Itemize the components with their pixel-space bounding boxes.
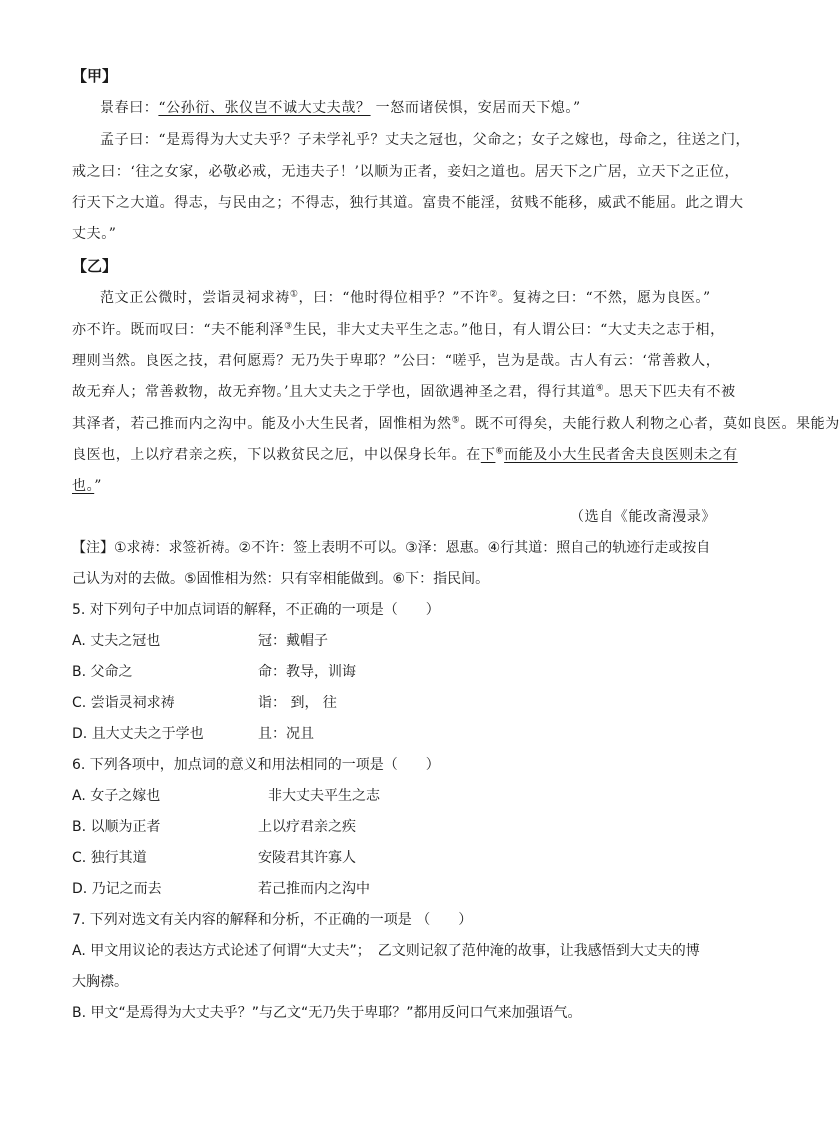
q5-b-sentence: 父命之: [90, 664, 133, 680]
yi-line-3: 理则当然。良医之技，君何愿焉？无乃失于卑耶？”公曰：“嗟乎，岂为是哉。古人有云：‘常善救人，: [72, 353, 721, 369]
q6-b-label: B.: [72, 819, 87, 835]
yi-l1-a: 范文正公微时，尝诣灵祠求祷: [100, 290, 290, 306]
q7-option-b[interactable]: B. 甲文“是焉得为大丈夫乎？”与乙文“无乃失于卑耶？”都用反问口气来加强语气。: [72, 1005, 582, 1021]
q5-option-c[interactable]: [72, 693, 722, 713]
note-marker-1: ①: [289, 289, 299, 300]
note-marker-2: ②: [489, 289, 498, 300]
yi-l5-a: 其泽者，若己推而内之沟中。能及小大生民者，固惟相为然: [72, 416, 452, 432]
q6-option-a[interactable]: [72, 786, 722, 806]
q5-c-label: C.: [72, 695, 87, 711]
yi-l4-a: 故无弃人；常善救物，故无弃物。’且大丈夫之于学也，固欲遇神圣之君，得行其道: [72, 384, 596, 400]
q6-stem: 6. 下列各项中，加点词的意义和用法相同的一项是（ ）: [72, 757, 440, 773]
yi-l7-rest: ”: [94, 478, 102, 494]
yi-l2-a: 亦不许。既而叹曰：“夫不能利泽: [72, 322, 285, 338]
jia-paragraph-1: [100, 98, 581, 118]
yi-l6-underlined-1: 下: [480, 447, 496, 463]
jia-p2-line-2: 戒之曰：‘往之女家，必敬必戒，无违夫子！’以顺为正者，妾妇之道也。居天下之广居，立天下之正位，: [72, 164, 740, 180]
yi-line-6: [72, 445, 738, 465]
jia-p1-underlined: “公孙衍、张仪岂不诚大丈夫哉？: [158, 100, 371, 116]
q7-option-a-line-1[interactable]: A. 甲文用议论的表达方式论述了何谓“大丈夫”； 乙文则记叙了范仲淹的故事，让我感悟到大丈夫的博: [72, 943, 700, 959]
q6-option-b[interactable]: [72, 817, 722, 837]
yi-l4-b: 。思天下匹夫有不被: [604, 384, 736, 400]
q5-option-a[interactable]: [72, 631, 722, 651]
yi-l1-c: 。复祷之曰：“不然，愿为良医。”: [497, 290, 711, 306]
q6-option-c[interactable]: [72, 848, 722, 868]
notes-line-1: 【注】①求祷：求签祈祷。②不许：签上表明不可以。③泽：恩惠。④行其道：照自己的轨迹行走或按自: [72, 540, 711, 556]
q5-option-b[interactable]: [72, 662, 722, 682]
q6-c-right: 安陵君其许寡人: [258, 850, 356, 866]
notes-line-2: 己认为对的去做。⑤固惟相为然：只有宰相能做到。⑥下：指民间。: [72, 571, 490, 587]
jia-p2-line-3: 行天下之大道。得志，与民由之；不得志，独行其道。富贵不能淫，贫贱不能移，威武不能屈。此之谓大: [72, 195, 744, 211]
yi-l6-a: 良医也，上以疗君亲之疾，下以救贫民之厄，中以保身长年。在: [72, 447, 481, 463]
yi-l6-underlined-2: 而能及小大生民者舍夫良医则未之有: [504, 447, 738, 463]
yi-l7-underlined: 也。: [72, 478, 95, 494]
q5-option-d[interactable]: [72, 724, 722, 744]
q7-stem: 7. 下列对选文有关内容的解释和分析，不正确的一项是 （ ）: [72, 912, 473, 928]
q5-stem: 5. 对下列句子中加点词语的解释，不正确的一项是（ ）: [72, 602, 440, 618]
yi-line-4: [72, 382, 736, 402]
jia-p1-speaker: 景春曰：: [100, 100, 159, 116]
jia-p2-line-1: 孟子曰：“是焉得为大丈夫乎？子未学礼乎？丈夫之冠也，父命之；女子之嫁也，母命之，往送之门，: [100, 132, 751, 148]
q6-d-left: 乃记之而去: [91, 881, 162, 897]
q5-b-label: B.: [72, 664, 87, 680]
q5-a-label: A.: [72, 633, 86, 649]
q6-a-right: 非大丈夫平生之志: [268, 788, 380, 804]
yi-l2-b: 生民，非大丈夫平生之志。”他日，有人谓公曰：“大丈夫之志于相，: [292, 322, 725, 338]
q6-option-d[interactable]: [72, 879, 722, 899]
q6-d-label: D.: [72, 881, 88, 897]
q5-c-gloss: 诣： 到， 往: [258, 695, 337, 711]
q6-a-label: A.: [72, 788, 86, 804]
note-marker-5: ⑤: [451, 415, 461, 426]
note-marker-6: ⑥: [495, 446, 505, 457]
q6-a-left: 女子之嫁也: [90, 788, 161, 804]
yi-line-7: [72, 476, 102, 496]
q5-a-sentence: 丈夫之冠也: [90, 633, 161, 649]
yi-heading: 【乙】: [72, 257, 118, 275]
q5-d-label: D.: [72, 726, 88, 742]
jia-p2-line-4: 丈夫。”: [72, 226, 117, 242]
yi-line-1: [100, 288, 711, 308]
q6-d-right: 若己推而内之沟中: [258, 881, 370, 897]
q6-c-label: C.: [72, 850, 87, 866]
q6-b-left: 以顺为正者: [90, 819, 161, 835]
q5-b-gloss: 命：教导，训诲: [258, 664, 356, 680]
q5-d-gloss: 且：况且: [258, 726, 314, 742]
jia-p1-rest: 一怒而诸侯惧，安居而天下熄。”: [370, 100, 581, 116]
source-citation: （选自《能改斋漫录》: [570, 509, 716, 525]
q5-a-gloss: 冠：戴帽子: [258, 633, 328, 649]
q7-option-a-line-2: 大胸襟。: [72, 974, 128, 990]
yi-l1-b: ，曰：“他时得位相乎？”不许: [298, 290, 490, 306]
yi-line-5: [72, 414, 840, 434]
note-marker-3: ③: [284, 321, 293, 332]
q5-d-sentence: 且大丈夫之于学也: [91, 726, 204, 742]
jia-heading: 【甲】: [72, 67, 118, 85]
q6-c-left: 独行其道: [90, 850, 147, 866]
note-marker-4: ④: [595, 383, 605, 394]
yi-l5-b: 。既不可得矣，夫能行救人利物之心者，莫如良医。果能为: [460, 416, 840, 432]
q5-c-sentence: 尝诣灵祠求祷: [90, 695, 175, 711]
q6-b-right: 上以疗君亲之疾: [258, 819, 356, 835]
yi-line-2: [72, 320, 725, 340]
